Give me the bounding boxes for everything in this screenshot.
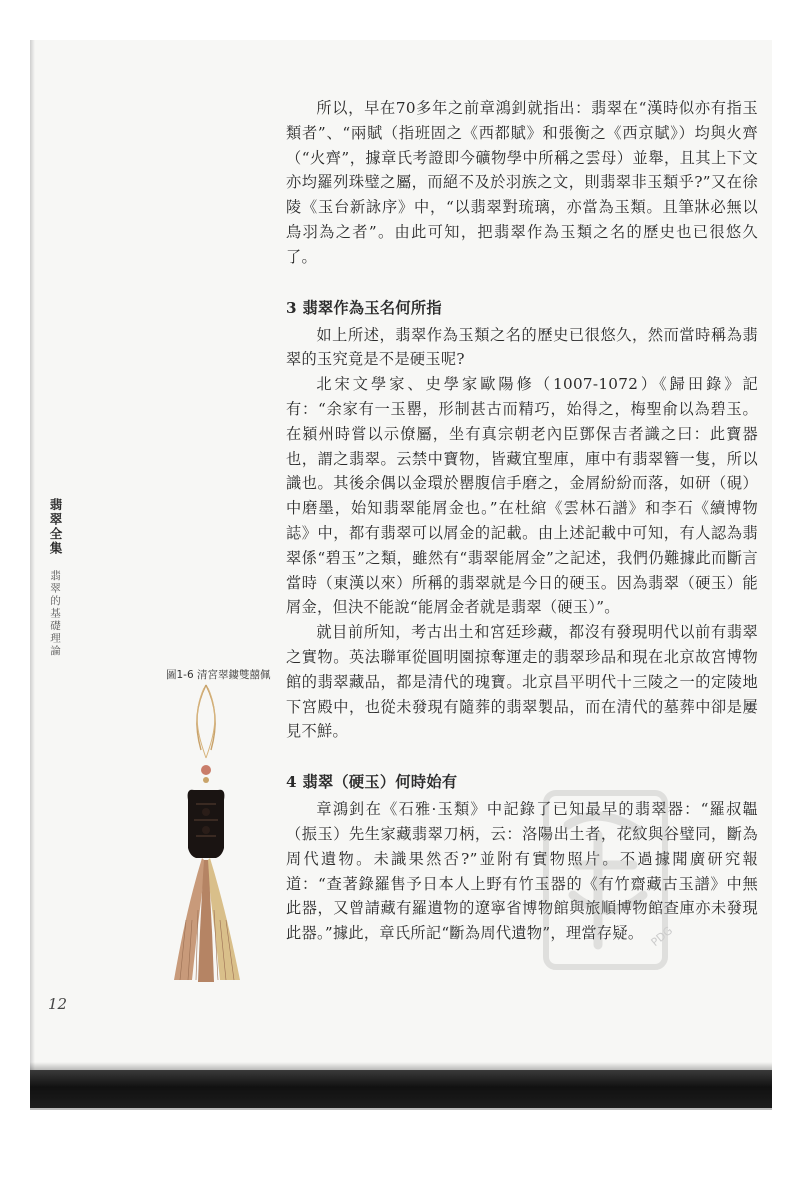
paragraph: 就目前所知，考古出土和宮廷珍藏，都沒有發現明代以前有翡翠之實物。英法聯軍從圓明園掠奪運走的翡翠珍品和現在北京故宮博物館的翡翠藏品，都是清代的瑰寶。北京昌平明代十三陵之一的定陵地下宮殿中，也從未發現有隨葬的翡翠製品，而在清代的墓葬中卻是屢見不鮮。 — [286, 623, 758, 741]
article-body — [286, 96, 758, 946]
section-heading: 4 翡翠（硬玉）何時始有 — [286, 773, 458, 792]
paragraph: 章鴻釗在《石雅·玉類》中記錄了已知最早的翡翠器：“羅叔韞（振玉）先生家藏翡翠刀柄，云：洛陽出土者，花紋與谷璧同，斷為周代遺物。未識果然否?”並附有實物照片。不過據聞廣研究報道：“查著錄羅售予日本人上野有竹玉器的《有竹齋藏古玉譜》中無此器，又曾請藏有羅遺物的遼寧省博物館與旅順博物館查庫亦未發現此器。”據此，章氏所記“斷為周代遺物”，理當存疑。 — [286, 800, 758, 943]
figure-caption: 圖1-6 清宮翠鏤雙囍佩 — [166, 669, 271, 681]
paragraph: 北宋文學家、史學家歐陽修（1007-1072）《歸田錄》記有：“余家有一玉罌，形制甚古而精巧，始得之，梅聖俞以為碧玉。在潁州時嘗以示僚屬，坐有真宗朝老內臣鄧保吉者識之曰：此寶器也，謂之翡翠。云禁中寶物，皆藏宜聖庫，庫中有翡翠簪一隻，所以識也。其後余偶以金環於罌腹信手磨之，金屑紛紛而落，如研（硯）中磨墨，始知翡翠能屑金也。”在杜綰《雲林石譜》和李石《續博物誌》中，都有翡翠可以屑金的記載。由上述記載中可知，有人認為翡翠係“碧玉”之類，雖然有“翡翠能屑金”之記述，我們仍難據此而斷言當時（東漢以來）所稱的翡翠就是今日的硬玉。因為翡翠（硬玉）能屑金，但決不能說“能屑金者就是翡翠（硬玉）”。 — [286, 375, 758, 617]
side-header — [48, 498, 62, 657]
page-number: 12 — [48, 995, 68, 1013]
binding-edge — [30, 1070, 772, 1108]
watermark-text: PDG — [648, 923, 676, 950]
jade-pendant-image — [146, 680, 266, 1000]
paragraph: 所以，早在70多年之前章鴻釗就指出：翡翠在“漢時似亦有指玉類者”、“兩賦（指班固之《西都賦》和張衡之《西京賦》）均與火齊（“火齊”，據章氏考證即今礦物學中所稱之雲母）並舉，且其上下文亦均羅列珠璧之屬，而絕不及於羽族之文，則翡翠非玉類乎?”又在徐陵《玉台新詠序》中，“以翡翠對琉璃，亦當為玉類。且筆牀必無以鳥羽為之者”。由此可知，把翡翠作為玉類之名的歷史也已很悠久了。 — [286, 99, 758, 266]
scan-edge — [30, 1108, 772, 1110]
side-subtitle: 翡翠的基礎理論 — [49, 569, 61, 658]
scanned-page — [30, 40, 772, 1108]
section-heading: 3 翡翠作為玉名何所指 — [286, 298, 442, 317]
paragraph: 如上所述，翡翠作為玉類之名的歷史已很悠久，然而當時稱為翡翠的玉究竟是不是硬玉呢? — [286, 325, 758, 369]
side-title: 翡翠全集 — [48, 498, 63, 556]
page-shadow — [30, 40, 35, 1108]
watermark-stamp — [538, 785, 676, 975]
